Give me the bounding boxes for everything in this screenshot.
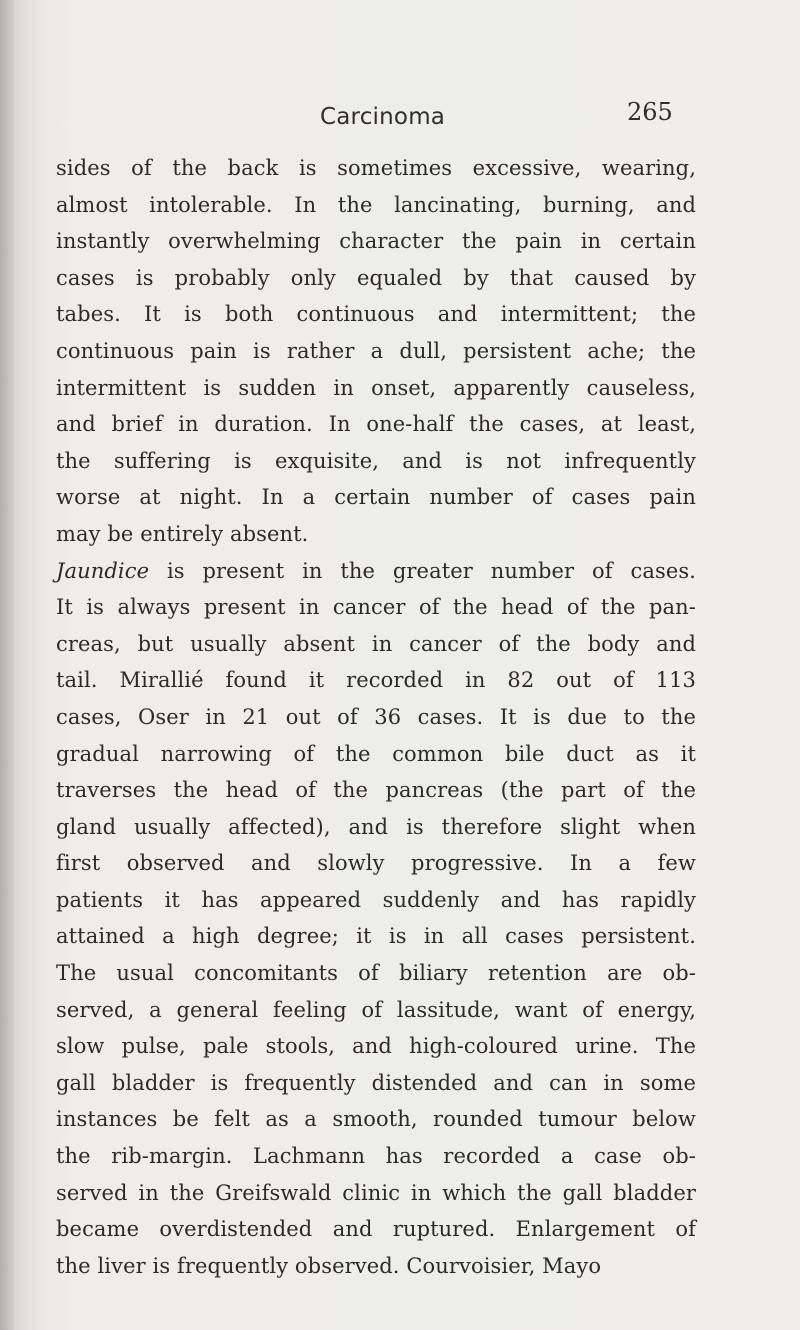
- text-line: cases is probably only equaled by that caused by: [56, 265, 696, 290]
- text-line: The usual concomitants of biliary retention are ob-: [56, 961, 696, 986]
- page-binding-edge: [0, 0, 14, 1330]
- text-line: traverses the head of the pancreas (the part of the: [56, 778, 696, 803]
- text-line: became overdistended and ruptured. Enlargement of: [56, 1217, 696, 1242]
- text-line: gland usually affected), and is therefore slight when: [56, 814, 696, 839]
- text-line: slow pulse, pale stools, and high-coloured urine. The: [56, 1034, 696, 1059]
- text-line: tail. Mirallié found it recorded in 82 out of 113: [56, 668, 696, 693]
- text-line: instantly overwhelming character the pain in certain: [56, 229, 696, 254]
- jaundice-term: Jaundice: [56, 558, 150, 583]
- text-line: almost intolerable. In the lancinating, burning, and: [56, 192, 696, 217]
- text-line: patients it has appeared suddenly and has rapidly: [56, 887, 696, 912]
- text-line: first observed and slowly progressive. In a few: [56, 851, 696, 876]
- text-line: creas, but usually absent in cancer of the body and: [56, 631, 696, 656]
- body-text: [56, 150, 696, 1284]
- running-head: [60, 100, 680, 140]
- text-line: continuous pain is rather a dull, persistent ache; the: [56, 338, 696, 363]
- text-line: and brief in duration. In one-half the cases, at least,: [56, 412, 696, 437]
- text-line: the liver is frequently observed. Courvoisier, Mayo: [56, 1253, 602, 1278]
- text-line: intermittent is sudden in onset, apparently causeless,: [56, 375, 696, 400]
- text-line: served in the Greifswald clinic in which the gall bladder: [56, 1180, 696, 1205]
- page-number: 265: [627, 98, 673, 126]
- text-line: instances be felt as a smooth, rounded tumour below: [56, 1107, 696, 1132]
- text-line: attained a high degree; it is in all cases persistent.: [56, 924, 696, 949]
- text-line: gall bladder is frequently distended and can in some: [56, 1070, 696, 1095]
- text-line: the rib-margin. Lachmann has recorded a case ob-: [56, 1144, 696, 1169]
- text-line: sides of the back is sometimes excessive, wearing,: [56, 156, 696, 180]
- text-line: the suffering is exquisite, and is not infrequently: [56, 448, 696, 473]
- text-line: cases, Oser in 21 out of 36 cases. It is due to the: [56, 704, 696, 729]
- jaundice-text: is present in the greater number of cases.: [149, 558, 696, 583]
- running-title: Carcinoma: [320, 104, 446, 130]
- text-line: may be entirely absent.: [56, 521, 309, 546]
- jaundice-line: [56, 553, 696, 590]
- text-line: served, a general feeling of lassitude, want of energy,: [56, 997, 696, 1022]
- text-line: worse at night. In a certain number of cases pain: [56, 485, 696, 510]
- text-line: gradual narrowing of the common bile duct as it: [56, 741, 696, 766]
- text-line: tabes. It is both continuous and intermittent; the: [56, 302, 696, 327]
- text-line: It is always present in cancer of the head of the pan-: [56, 595, 696, 620]
